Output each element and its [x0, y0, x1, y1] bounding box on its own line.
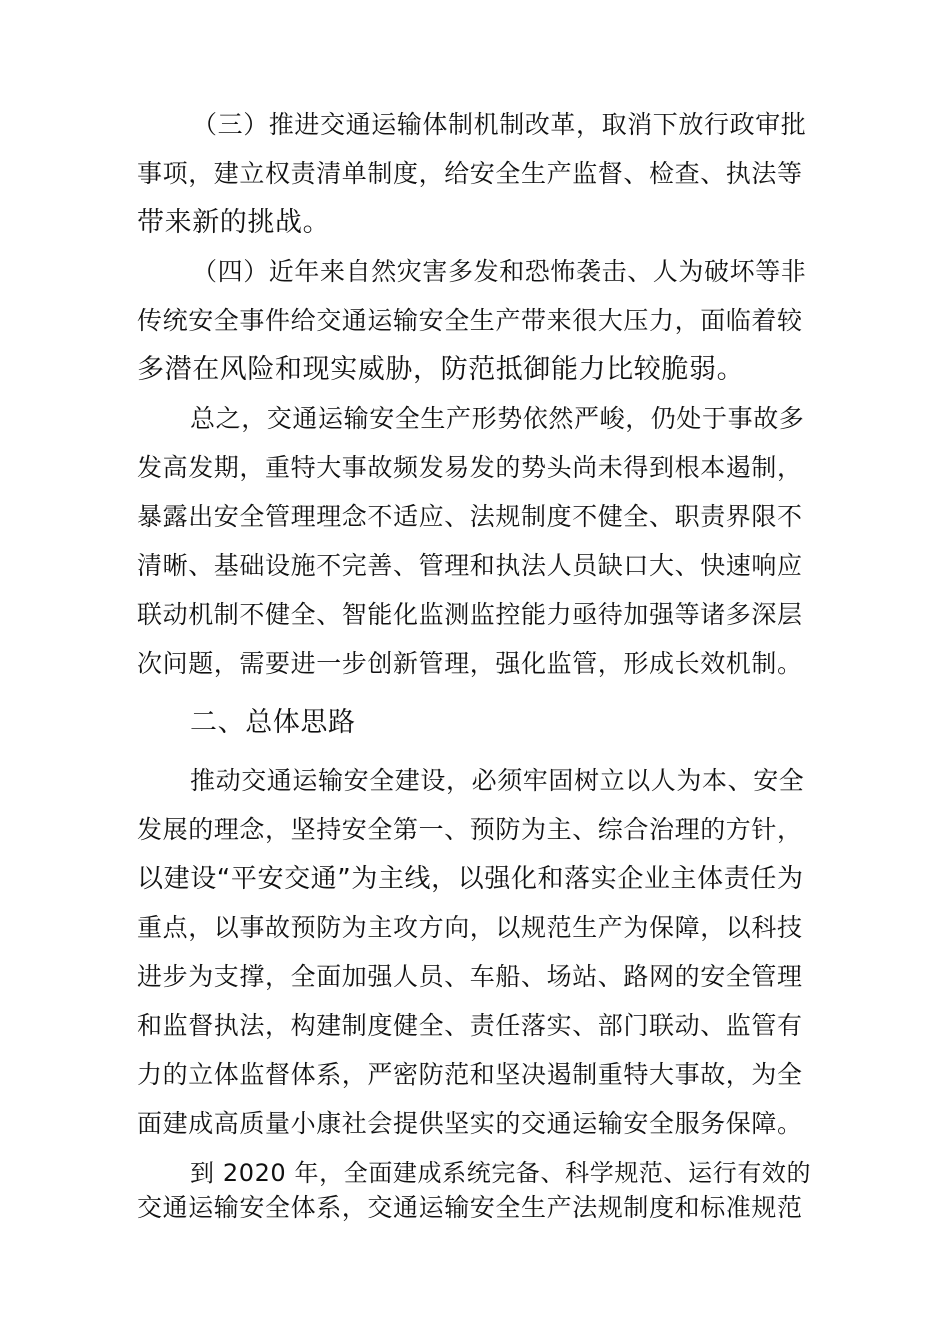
paragraph-4-line-2: 传统安全事件给交通运输安全生产带来很大压力，面临着较: [137, 306, 803, 335]
paragraph-4-line-1: （四）近年来自然灾害多发和恐怖袭击、人为破坏等非: [192, 257, 807, 286]
paragraph-3-line-3: 带来新的挑战。: [137, 207, 331, 238]
summary-line-6: 次问题，需要进一步创新管理，强化监管，形成长效机制。: [137, 649, 803, 678]
section-heading-overall-approach: 二、总体思路: [190, 707, 356, 738]
approach-line-6: 和监督执法，构建制度健全、责任落实、部门联动、监管有: [137, 1011, 803, 1040]
summary-line-5: 联动机制不健全、智能化监测监控能力亟待加强等诸多深层: [137, 600, 803, 629]
summary-line-2: 发高发期，重特大事故频发易发的势头尚未得到根本遏制，: [137, 453, 803, 482]
paragraph-3-line-2: 事项，建立权责清单制度，给安全生产监督、检查、执法等: [137, 159, 803, 188]
summary-line-4: 清晰、基础设施不完善、管理和执法人员缺口大、快速响应: [137, 551, 803, 580]
summary-line-3: 暴露出安全管理理念不适应、法规制度不健全、职责界限不: [137, 502, 803, 531]
goal-2020-line-2: 交通运输安全体系，交通运输安全生产法规制度和标准规范: [137, 1193, 803, 1222]
paragraph-4-line-3: 多潜在风险和现实威胁，防范抵御能力比较脆弱。: [137, 354, 745, 385]
approach-line-7: 力的立体监督体系，严密防范和坚决遏制重特大事故，为全: [137, 1060, 803, 1089]
approach-line-4: 重点，以事故预防为主攻方向，以规范生产为保障，以科技: [137, 913, 803, 942]
summary-line-1: 总之，交通运输安全生产形势依然严峻，仍处于事故多: [190, 404, 805, 433]
approach-line-3: 以建设“平安交通”为主线，以强化和落实企业主体责任为: [137, 864, 804, 894]
approach-line-8: 面建成高质量小康社会提供坚实的交通运输安全服务保障。: [137, 1109, 803, 1138]
goal-2020-line-1: 到 2020 年，全面建成系统完备、科学规范、运行有效的: [190, 1159, 812, 1187]
approach-line-2: 发展的理念，坚持安全第一、预防为主、综合治理的方针，: [137, 815, 803, 844]
paragraph-3-line-1: （三）推进交通运输体制机制改革，取消下放行政审批: [192, 110, 807, 139]
approach-line-5: 进步为支撑，全面加强人员、车船、场站、路网的安全管理: [137, 962, 803, 991]
approach-line-1: 推动交通运输安全建设，必须牢固树立以人为本、安全: [190, 766, 805, 795]
